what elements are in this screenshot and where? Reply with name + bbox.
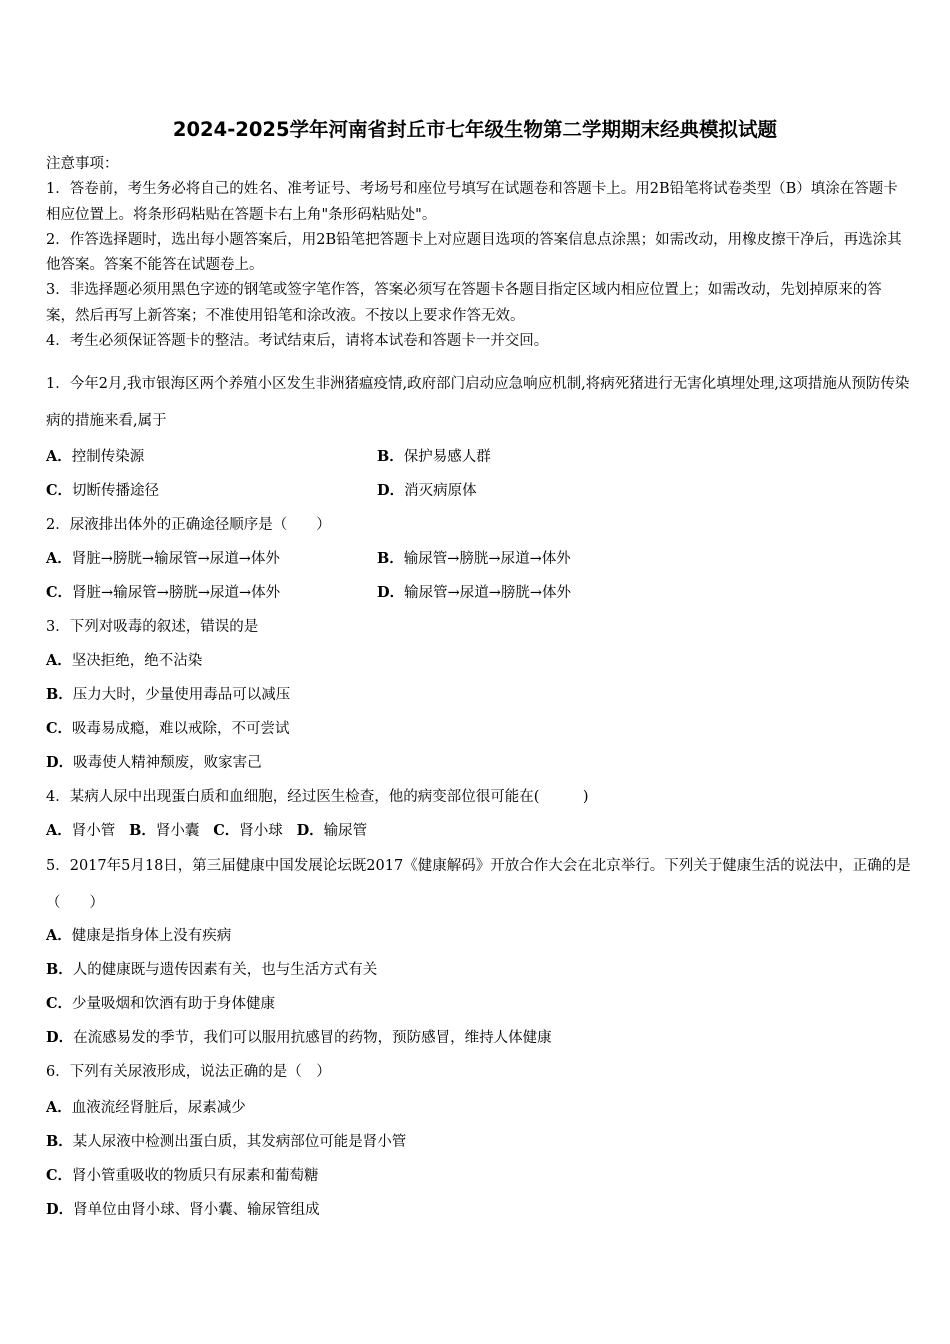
option — [46, 481, 159, 501]
notice-section — [46, 152, 908, 354]
option — [46, 583, 280, 603]
option-label: B． — [129, 822, 156, 839]
option-text: 肾小囊 — [155, 823, 200, 839]
option — [46, 994, 275, 1014]
option-label: C． — [46, 720, 73, 737]
notice-heading: 注意事项： — [46, 156, 119, 172]
option-text: 肾小管重吸收的物质只有尿素和葡萄糖 — [72, 1168, 319, 1184]
option-text: 肾单位由肾小球、肾小囊、输尿管组成 — [73, 1202, 320, 1218]
option-label: B． — [46, 1133, 73, 1150]
option-label: C． — [46, 482, 73, 499]
option-text: 控制传染源 — [71, 449, 145, 465]
option-text: 在流感易发的季节，我们可以服用抗感冒的药物，预防感冒，维持人体健康 — [73, 1030, 552, 1046]
option — [46, 447, 144, 467]
option-text: 人的健康既与遗传因素有关，也与生活方式有关 — [72, 962, 378, 978]
question-stem: 5．2017年5月18日，第三届健康中国发展论坛既2017《健康解码》开放合作大会在北京举行。下列关于健康生活的说法中，正确的是（ ） — [46, 858, 911, 911]
option — [46, 719, 290, 739]
option-text: 肾脏→膀胱→输尿管→尿道→体外 — [71, 551, 280, 567]
option — [377, 583, 571, 603]
option-label: B． — [46, 686, 73, 703]
option-label: C． — [46, 584, 73, 601]
option-label: D． — [46, 754, 74, 771]
option-label: C． — [46, 1167, 73, 1184]
page-title: 2024-2025学年河南省封丘市七年级生物第二学期期末经典模拟试题 — [172, 118, 778, 141]
option-text: 压力大时，少量使用毒品可以减压 — [72, 687, 291, 703]
option-text: 输尿管→尿道→膀胱→体外 — [404, 585, 572, 601]
notice-item: 1．答卷前，考生务必将自己的姓名、准考证号、考场号和座位号填写在试题卷和答题卡上。用2B铅笔将试卷类型（B）填涂在答题卡相应位置上。将条形码粘贴在答题卡右上角"条形码粘贴处"。 — [46, 181, 898, 223]
question-stem: 3．下列对吸毒的叙述，错误的是 — [46, 619, 259, 635]
notice-item: 4．考生必须保证答题卡的整洁。考试结束后，请将本试卷和答题卡一并交回。 — [46, 333, 549, 350]
question-stem: 6．下列有关尿液形成，说法正确的是（ ） — [46, 1064, 331, 1080]
option-label: A． — [46, 927, 72, 944]
option-label: B． — [377, 550, 404, 567]
option-label: B． — [46, 961, 73, 978]
option-label: D． — [46, 1029, 74, 1046]
option — [46, 960, 377, 980]
option-label: A． — [46, 822, 72, 839]
option-label: B． — [377, 448, 404, 465]
option — [46, 685, 290, 705]
option — [46, 1098, 246, 1118]
option — [377, 481, 477, 501]
option-text: 输尿管 — [323, 823, 368, 839]
option — [46, 1166, 319, 1186]
option-text: 健康是指身体上没有疾病 — [71, 928, 232, 944]
option-label: A． — [46, 550, 72, 567]
question-stem: 2．尿液排出体外的正确途径顺序是（ ） — [46, 517, 331, 533]
option-text: 肾小管 — [71, 823, 116, 839]
option — [46, 926, 231, 946]
option-text: 吸毒易成瘾，难以戒除，不可尝试 — [72, 721, 290, 737]
option-label: D． — [296, 822, 324, 839]
option — [377, 447, 491, 467]
option-text: 保护易感人群 — [403, 449, 491, 465]
option-label: D． — [377, 482, 405, 499]
option-text: 血液流经肾脏后，尿素减少 — [71, 1100, 246, 1116]
option — [377, 549, 571, 569]
option — [46, 1200, 320, 1220]
option-text: 吸毒使人精神颓废，败家害己 — [73, 755, 262, 771]
option-label: D． — [377, 584, 405, 601]
option-label: A． — [46, 448, 72, 465]
option-text: 肾脏→输尿管→膀胱→尿道→体外 — [72, 585, 281, 601]
option-label: A． — [46, 652, 72, 669]
option — [46, 1132, 406, 1152]
option — [46, 549, 280, 569]
option — [46, 651, 202, 671]
option-label: C． — [213, 822, 240, 839]
option-text: 输尿管→膀胱→尿道→体外 — [403, 551, 571, 567]
option-text: 切断传播途径 — [72, 483, 160, 499]
option-text: 消灭病原体 — [404, 483, 477, 499]
option-text: 肾小球 — [239, 823, 283, 839]
notice-item: 3．非选择题必须用黑色字迹的钢笔或签字笔作答，答案必须写在答题卡各题目指定区域内相应位置上；如需改动，先划掉原来的答案，然后再写上新答案；不准使用铅笔和涂改液。不按以上要求作答无效。 — [46, 282, 882, 324]
option-label: A． — [46, 1099, 72, 1116]
option — [46, 753, 262, 773]
option — [46, 1028, 552, 1048]
option-label: D． — [46, 1201, 74, 1218]
question-stem: 1．今年2月,我市银海区两个养殖小区发生非洲猪瘟疫情,政府部门启动应急响应机制,将病死猪进行无害化填埋处理,这项措施从预防传染病的措施来看,属于 — [46, 376, 910, 429]
option-text: 坚决拒绝，绝不沾染 — [71, 653, 203, 669]
option-text: 少量吸烟和饮酒有助于身体健康 — [72, 996, 276, 1012]
option-row — [46, 821, 367, 841]
question-stem: 4．某病人尿中出现蛋白质和血细胞，经过医生检查，他的病变部位很可能在( ) — [46, 789, 589, 805]
option-label: C． — [46, 995, 73, 1012]
notice-item: 2．作答选择题时，选出每小题答案后，用2B铅笔把答题卡上对应题目选项的答案信息点涂黑；如需改动，用橡皮擦干净后，再选涂其他答案。答案不能答在试题卷上。 — [46, 231, 902, 274]
option-text: 某人尿液中检测出蛋白质，其发病部位可能是肾小管 — [72, 1134, 407, 1150]
